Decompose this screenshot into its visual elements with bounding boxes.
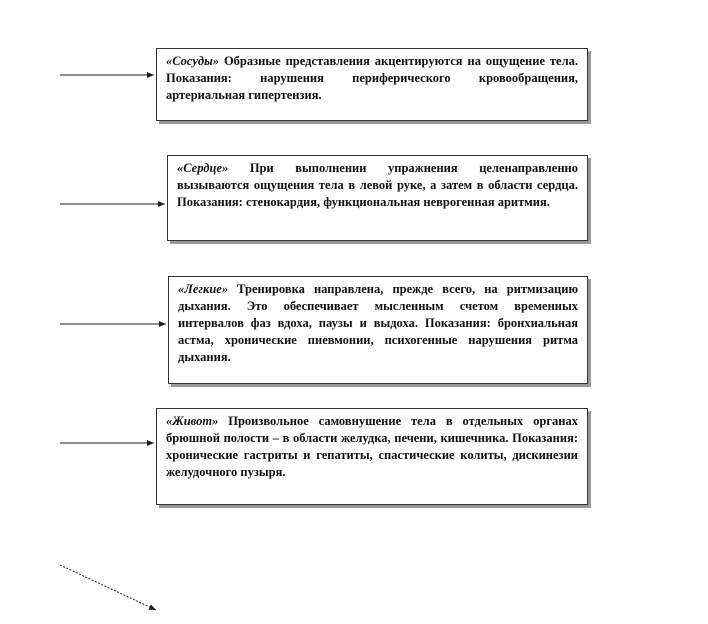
block-term: «Легкие» [178, 282, 229, 296]
arrow-diagonal-dashed [60, 565, 156, 610]
block-serdce [167, 155, 588, 241]
block-text: Образные представления акцентируются на ощущение тела. Показания: нарушения периферического кровообращения, артериальная гипертензия. [166, 54, 578, 102]
block-term: «Живот» [166, 414, 219, 428]
block-text: Тренировка направлена, прежде всего, на ритмизацию дыхания. Это обеспечивает мысленным счетом временных интервалов фаз вдоха, паузы и выдоха. Показания: бронхиальная астма, хронические пневмонии, психогенные нарушения ритма дыхания. [178, 282, 578, 364]
block-text: Произвольное самовнушение тела в отдельных органах брюшной полости – в области желудка, печени, кишечника. Показания: хронические гастриты и гепатиты, спастические колиты, дискинезии желудочного пузыря. [166, 414, 578, 479]
block-legkie [168, 276, 588, 384]
block-term: «Сердце» [177, 161, 229, 175]
block-text: При выполнении упражнения целенаправленно вызываются ощущения тела в левой руке, а затем в области сердца. Показания: стенокардия, функциональная неврогенная аритмия. [177, 161, 578, 209]
block-sosudy [156, 48, 588, 121]
block-zhivot [156, 408, 588, 505]
block-term: «Сосуды» [166, 54, 220, 68]
